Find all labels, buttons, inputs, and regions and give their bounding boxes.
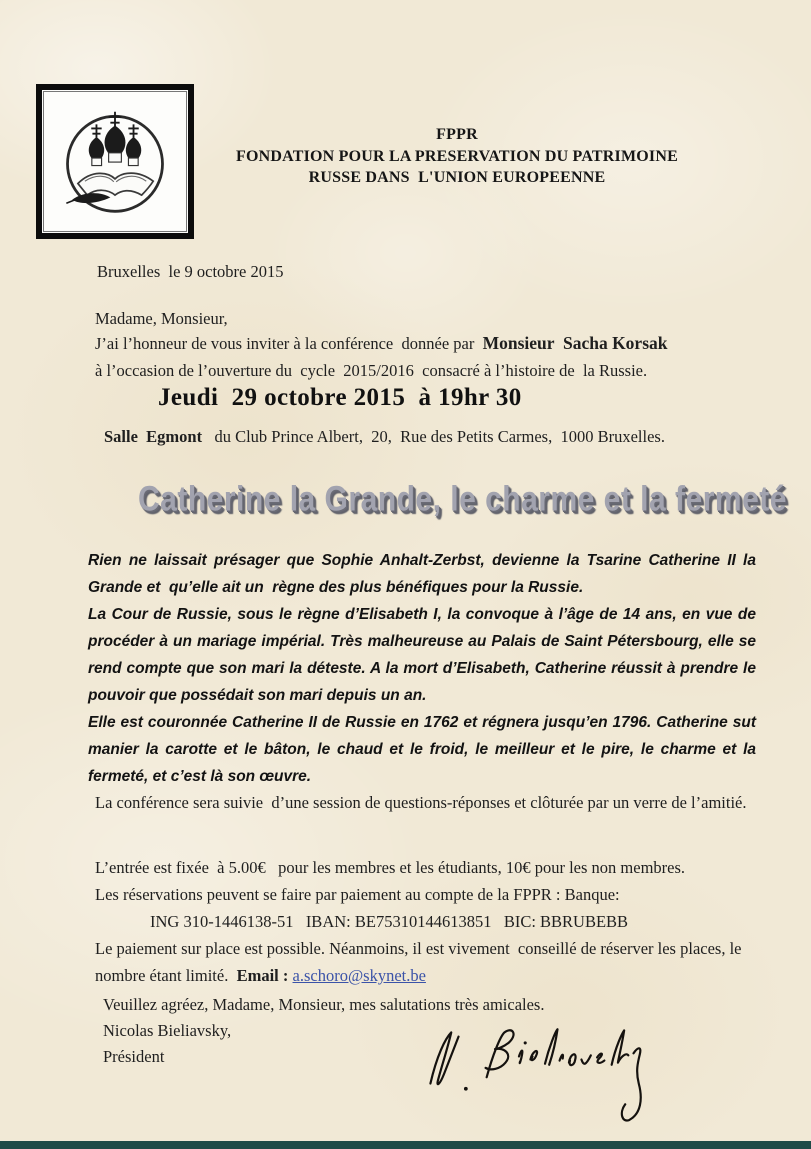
conference-abstract	[88, 547, 761, 790]
email-label: Email :	[236, 966, 293, 985]
venue-address: du Club Prince Albert, 20, Rue des Petits Carmes, 1000 Bruxelles.	[202, 427, 665, 446]
speaker-name: Monsieur Sacha Korsak	[482, 333, 668, 353]
org-acronym: FPPR	[436, 126, 478, 143]
venue-name: Salle Egmont	[104, 427, 203, 446]
signature-icon	[420, 1006, 670, 1136]
invitation-line1	[95, 330, 785, 357]
closing-line: Veuillez agréez, Madame, Monsieur, mes salutations très amicales.	[103, 995, 545, 1014]
org-name-line2: RUSSE DANS L'UNION EUROPEENNE	[308, 169, 606, 186]
invitation-text: J’ai l’honneur de vous inviter à la conférence donnée par	[95, 334, 483, 353]
salutation: Madame, Monsieur,	[95, 309, 228, 328]
signer-title: Président	[103, 1047, 165, 1066]
conference-title-wordart: Catherine la Grande, le charme et la fermeté	[138, 480, 787, 519]
bank-details-line: ING 310-1446138-51 IBAN: BE75310144613851 BIC: BBRUBEBB	[150, 912, 629, 931]
invitation-paragraph	[95, 330, 785, 384]
pricing-block	[95, 854, 771, 989]
dateline: Bruxelles le 9 octobre 2015	[97, 262, 284, 281]
abstract-paragraph: La Cour de Russie, sous le règne d’Elisabeth I, la convoque à l’âge de 14 ans, en vue de procéder à un mariage impérial. Très malheureuse au Palais de Saint Pétersbourg, elle se rend compte que son mari la déteste. A la mort d’Elisabeth, Catherine réussit à prendre le pouvoir que possédait son mari depuis un an.	[88, 606, 761, 704]
venue-line	[104, 423, 665, 450]
abstract-paragraph: Elle est couronnée Catherine II de Russie en 1762 et régnera jusqu’en 1796. Catherine sut manier la carotte et le bâton, le chaud et le froid, le meilleur et le pire, le charme et la fermeté, et c’est là son œuvre.	[88, 714, 761, 785]
followup-paragraph: La conférence sera suivie d’une session de questions-réponses et clôturée par un verre de l’amitié.	[95, 793, 747, 812]
email-link[interactable]: a.schoro@skynet.be	[292, 966, 426, 985]
handwritten-signature	[420, 1006, 670, 1136]
event-datetime: Jeudi 29 octobre 2015 à 19hr 30	[158, 384, 522, 411]
org-header	[222, 124, 692, 188]
orthodox-church-domes-open-book-icon	[44, 92, 186, 231]
pricing-line: L’entrée est fixée à 5.00€ pour les membres et les étudiants, 10€ pour les non membres.	[95, 858, 686, 877]
invitation-line2: à l’occasion de l’ouverture du cycle 2015/2016 consacré à l’histoire de la Russie.	[95, 361, 648, 380]
org-name-line1: FONDATION POUR LA PRESERVATION DU PATRIMOINE	[236, 148, 678, 165]
abstract-paragraph: Rien ne laissait présager que Sophie Anhalt-Zerbst, devienne la Tsarine Catherine II la Grande et qu’elle ait un règne des plus bénéfiques pour la Russie.	[88, 552, 761, 596]
payment-text: Le paiement sur place est possible. Néanmoins, il est vivement conseillé de réserver les places, le nombre étant limité.	[95, 939, 746, 985]
reservation-line: Les réservations peuvent se faire par paiement au compte de la FPPR : Banque:	[95, 885, 620, 904]
payment-paragraph	[95, 935, 771, 989]
scan-edge-strip	[0, 1141, 811, 1149]
signer-name: Nicolas Bieliavsky,	[103, 1021, 232, 1040]
fppr-logo	[36, 84, 194, 239]
